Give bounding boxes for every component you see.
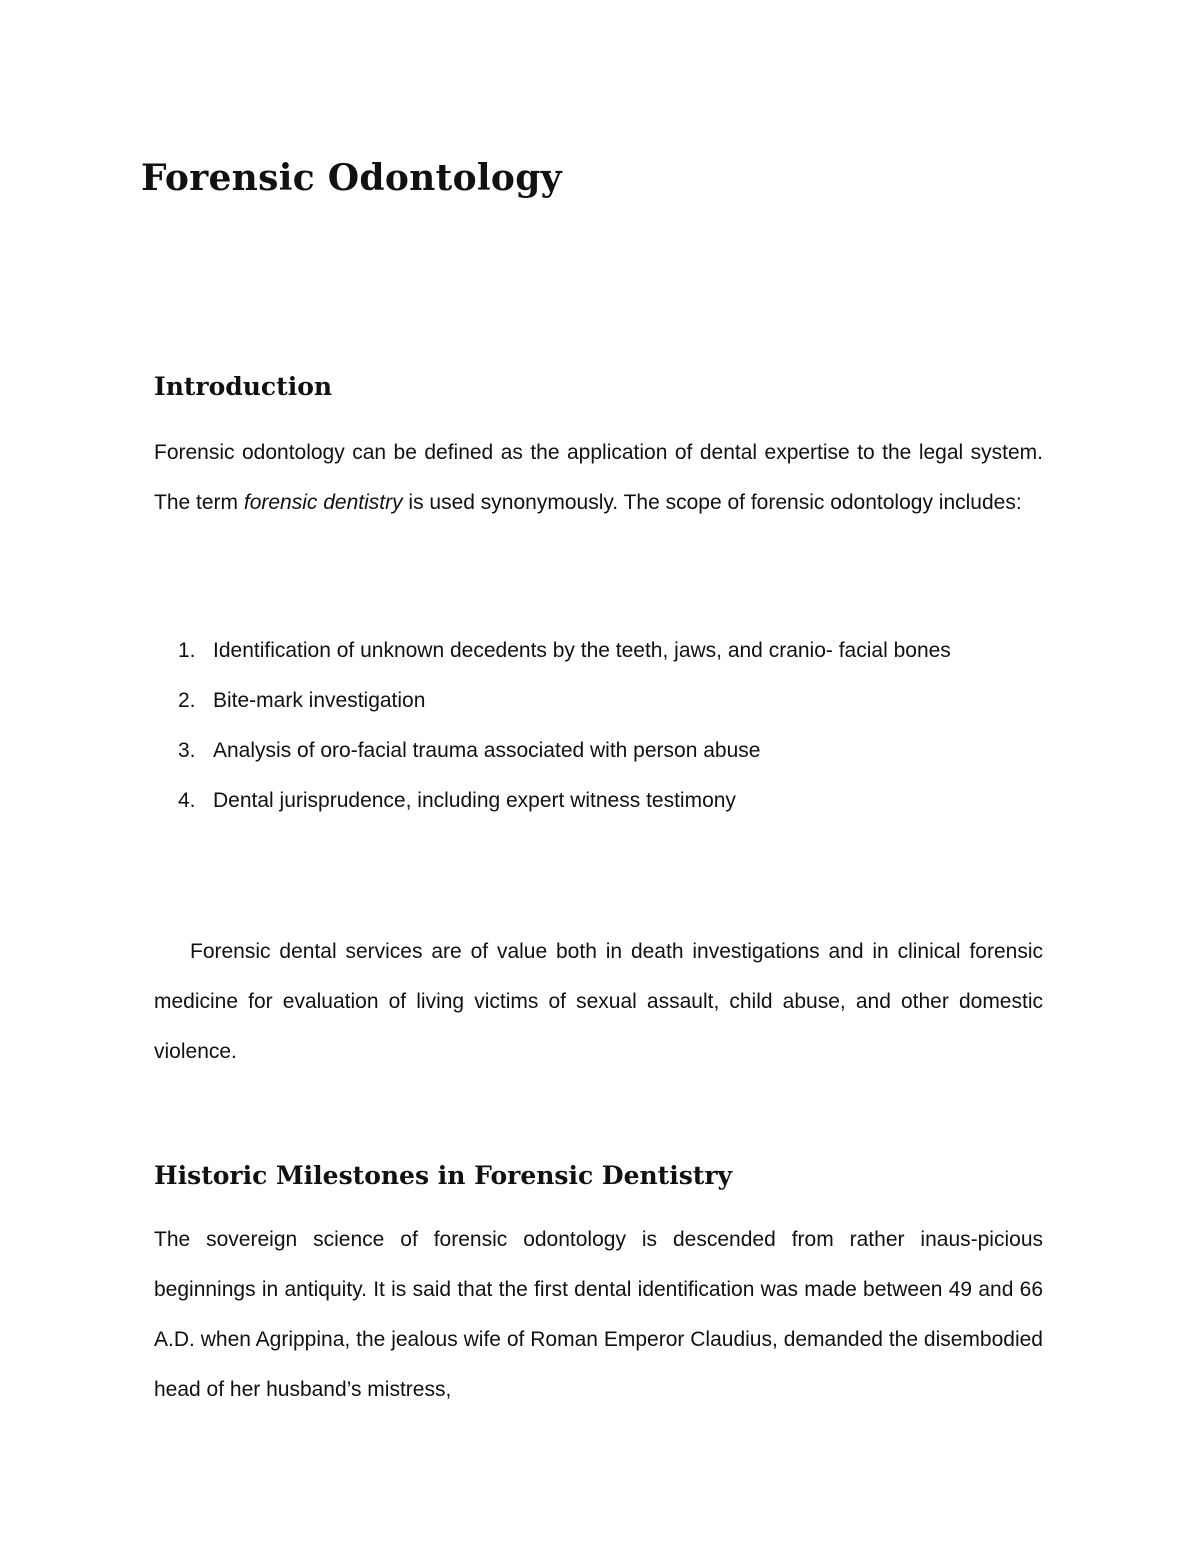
introduction-heading: Introduction xyxy=(154,372,333,401)
introduction-text-end: is used synonymously. The scope of forensic odontology includes: xyxy=(402,491,1022,514)
list-item xyxy=(178,626,1058,676)
list-item-number: 2. xyxy=(178,689,196,712)
services-paragraph: Forensic dental services are of value both in death investigations and in clinical forensic medicine for evaluation of living victims of sexual assault, child abuse, and other domestic violence. xyxy=(154,940,1043,1063)
document-title: Forensic Odontology xyxy=(141,157,562,199)
list-item-text: Dental jurisprudence, including expert witness testimony xyxy=(213,789,736,812)
milestones-paragraph: The sovereign science of forensic odontology is descended from rather inaus-picious beginnings in antiquity. It is said that the first dental identification was made between 49 and 66 A.D. when Agrippina, the jealous wife of Roman Emperor Claudius, demanded the disembodied head of her husband’s mistress, xyxy=(154,1228,1043,1401)
milestones-heading: Historic Milestones in Forensic Dentistry xyxy=(154,1161,733,1190)
scope-list xyxy=(178,626,1058,826)
list-item-text: Bite-mark investigation xyxy=(213,689,426,712)
list-item xyxy=(178,726,1058,776)
introduction-text-start: Forensic odontology can be defined as the application of dental expertise to the legal system. The term xyxy=(154,441,1043,514)
list-item-number: 1. xyxy=(178,639,196,662)
list-item-text: Analysis of oro-facial trauma associated with person abuse xyxy=(213,739,761,762)
list-item-text: Identification of unknown decedents by the teeth, jaws, and cranio- facial bones xyxy=(213,639,951,662)
list-item xyxy=(178,776,1058,826)
list-item xyxy=(178,676,1058,726)
list-item-number: 3. xyxy=(178,739,196,762)
introduction-paragraph xyxy=(154,428,1043,528)
list-item-number: 4. xyxy=(178,789,196,812)
introduction-italic-term: forensic dentistry xyxy=(243,491,403,514)
